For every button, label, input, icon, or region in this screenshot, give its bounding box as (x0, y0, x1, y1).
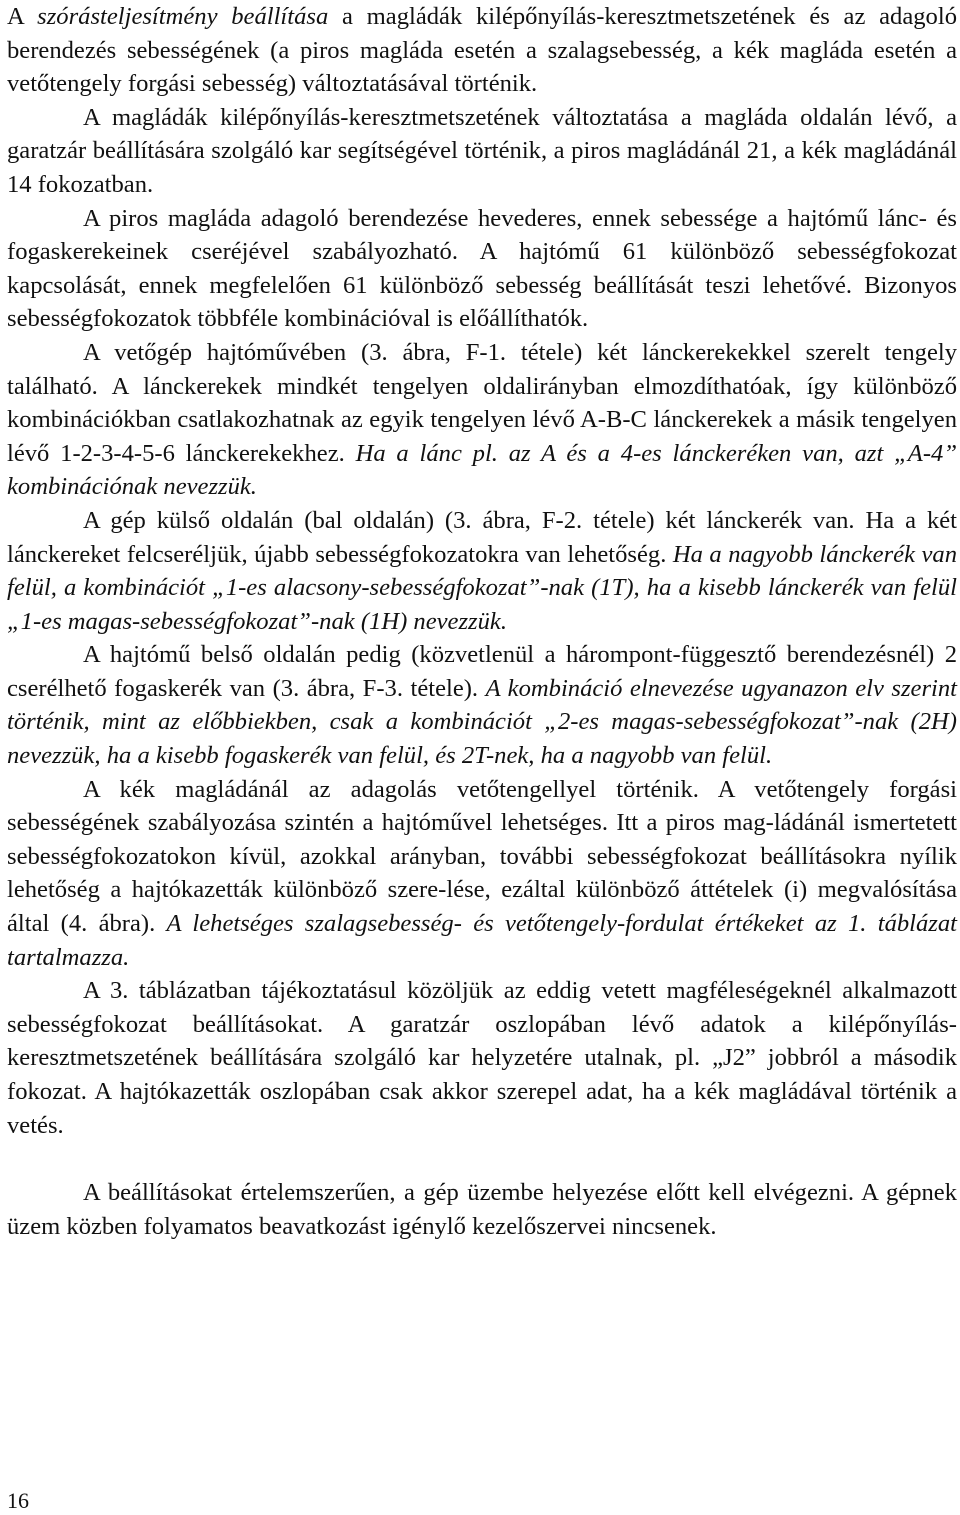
paragraph-3: A piros magláda adagoló berendezése hevederes, ennek sebessége a hajtómű lánc- és fogaskerekeinek cseréjével szabályozható. A hajtómű 61 különböző sebességfokozat kapcsolását, ennek megfelelően 61 különböző sebesség beállítását teszi lehetővé. Bizonyos sebességfokozatok többféle kombinációval is előállíthatók. (7, 204, 957, 333)
p6-text: A hajtómű belső oldalán pedig (közvetlenül a hárompont-függesztő berendezésnél) 2 cserélhető fogaskerék van (3. ábra, F-3. tétele). (7, 641, 957, 702)
paragraph-gap (7, 1142, 957, 1176)
paragraph-7 (7, 773, 957, 975)
p5-italic: Ha a nagyobb lánckerék van felül, a kombinációt „1-es alacsony-sebességfokozat”-nak (1T), ha a kisebb lánckerék van felül „1-es magas-sebességfokozat”-nak (1H) nevezzük. (7, 540, 957, 635)
paragraph-4 (7, 336, 957, 504)
paragraph-6 (7, 638, 957, 772)
page-number: 16 (7, 1488, 29, 1513)
document-body (7, 0, 957, 1243)
p1-start: A (7, 3, 38, 30)
paragraph-8: A 3. táblázatban tájékoztatásul közöljük az eddig vetett magféleségeknél alkalmazott sebességfokozat beállításokat. A garatzár oszlopában lévő adatok a kilépőnyílás-keresztmetszetének beállítására szolgáló kar helyzetére utalnak, pl. „J2” jobbról a második fokozat. A hajtókazetták oszlopában csak akkor szerepel adat, ha a kék magládával történik a vetés. (7, 977, 957, 1139)
p4-italic: Ha a lánc pl. az A és a 4-es lánckeréken van, azt „A-4” kombinációnak nevezzük. (7, 439, 957, 501)
p7-italic: A lehetséges szalagsebesség- és vetőtengely-fordulat értékeket az 1. táblázat tartalmazza. (7, 910, 957, 971)
p7-text: A kék magládánál az adagolás vetőtengellyel történik. A vetőtengely forgási sebességének szabályozása szintén a hajtóművel lehetséges. Itt a piros mag-ládánál ismertetett sebességfokozatokon kívül, azokkal arányban, további sebességfokozat beállításokra nyílik lehetőség a hajtókazetták különböző szere-lése, ezáltal különböző áttételek (i) megvalósítása által (4. ábra). (7, 775, 957, 938)
paragraph-1 (7, 0, 957, 101)
p5-text: A gép külső oldalán (bal oldalán) (3. ábra, F-2. tétele) két lánckerék van. Ha a két lánckereket felcseréljük, újabb sebességfokozatokra van lehetőség. (7, 506, 957, 568)
p4-text: A vetőgép hajtóművében (3. ábra, F-1. tétele) két lánckerekekkel szerelt tengely található. A lánckerekek mindkét tengelyen oldalirányban elmozdíthatóak, így különböző kombinációkban csatlakozhatnak az egyik tengelyen lévő A-B-C lánckerekek a másik tengelyen lévő 1-2-3-4-5-6 lánckerekekhez. (7, 338, 957, 467)
paragraph-5 (7, 504, 957, 638)
p1-italic-term: szórásteljesítmény beállítása (37, 3, 329, 30)
paragraph-2: A magládák kilépőnyílás-keresztmetszetének változtatása a magláda oldalán lévő, a garatzár beállítására szolgáló kar segítségével történik, a piros magládánál 21, a kék magládánál 14 fokozatban. (7, 103, 957, 198)
p1-rest: a magládák kilépőnyílás-keresztmetszetének és az adagoló berendezés sebességének (a piros magláda esetén a szalagsebesség, a kék magláda esetén a vetőtengely forgási sebesség) változtatásával történik. (7, 3, 957, 98)
paragraph-9: A beállításokat értelemszerűen, a gép üzembe helyezése előtt kell elvégezni. A gépnek üzem közben folyamatos beavatkozást igénylő kezelőszervei nincsenek. (7, 1179, 957, 1240)
p6-italic: A kombináció elnevezése ugyanazon elv szerint történik, mint az előbbiekben, csak a kombinációt „2-es magas-sebességfokozat”-nak (2H) nevezzük, ha a kisebb fogaskerék van felül, és 2T-nek, ha a nagyobb van felül. (7, 674, 958, 770)
